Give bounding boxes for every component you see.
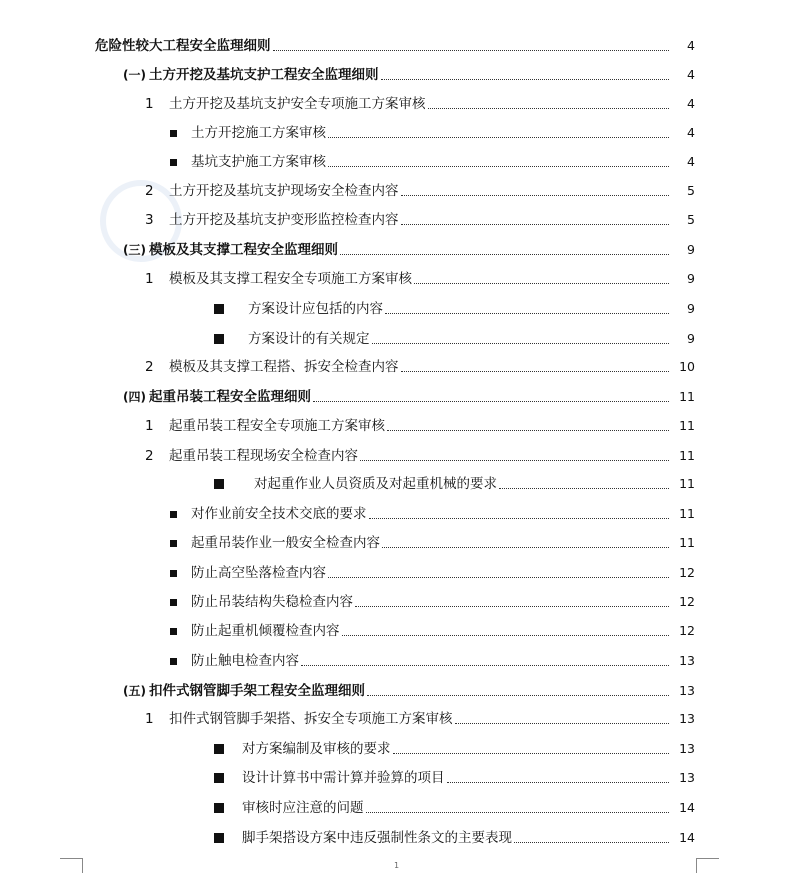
toc-entry-label (145, 270, 412, 288)
square-bullet-icon (170, 658, 177, 665)
toc-entry[interactable] (123, 678, 695, 700)
toc-entry[interactable] (214, 471, 695, 493)
toc-page-number: 4 (687, 154, 695, 169)
toc-dot-leader (355, 605, 669, 607)
toc-entry-text: 对起重作业人员资质及对起重机械的要求 (254, 476, 497, 492)
page-corner-mark-right (696, 858, 719, 873)
toc-entry[interactable] (145, 354, 695, 376)
toc-entry-label (95, 37, 271, 55)
toc-entry-text: 模板及其支撑工程安全监理细则 (149, 242, 338, 258)
toc-entry[interactable] (145, 443, 695, 465)
toc-dot-leader (367, 694, 669, 696)
toc-entry-marker: (五) (123, 684, 146, 698)
toc-page-number: 9 (687, 271, 695, 286)
toc-page-number: 12 (679, 565, 695, 580)
square-bullet-icon (214, 773, 224, 783)
toc-dot-leader (414, 282, 669, 284)
toc-entry-text: 对作业前安全技术交底的要求 (191, 506, 367, 522)
toc-entry[interactable] (170, 501, 695, 523)
toc-entry-label (214, 740, 391, 758)
square-bullet-icon (170, 628, 177, 635)
square-bullet-icon (214, 479, 224, 489)
toc-dot-leader (369, 517, 670, 519)
toc-entry-number: 1 (145, 96, 154, 112)
toc-dot-leader (499, 487, 669, 489)
square-bullet-icon (170, 159, 177, 166)
toc-entry-label (214, 769, 445, 787)
toc-entry-label (145, 417, 385, 435)
toc-dot-leader (393, 752, 670, 754)
toc-entry-label (145, 447, 358, 465)
toc-entry-text: 起重吊装工程安全专项施工方案审核 (169, 418, 385, 434)
square-bullet-icon (170, 511, 177, 518)
toc-page-number: 14 (679, 830, 695, 845)
toc-page-number: 4 (687, 96, 695, 111)
toc-entry[interactable] (170, 149, 695, 171)
toc-entry-label (170, 564, 326, 582)
toc-entry-label (170, 622, 340, 640)
toc-entry-text: 设计计算书中需计算并验算的项目 (242, 770, 445, 786)
toc-entry-label (123, 682, 365, 700)
toc-dot-leader (342, 634, 670, 636)
toc-entry[interactable] (170, 648, 695, 670)
toc-entry[interactable] (214, 326, 695, 348)
toc-entry-text: 方案设计应包括的内容 (248, 301, 383, 317)
toc-entry[interactable] (95, 33, 695, 55)
toc-entry-text: 起重吊装工程安全监理细则 (149, 389, 311, 405)
toc-entry-text: 基坑支护施工方案审核 (191, 154, 326, 170)
toc-dot-leader (401, 223, 670, 225)
toc-entry-number: 1 (145, 271, 154, 287)
toc-entry-marker: (一) (123, 68, 146, 82)
toc-entry-label (145, 95, 426, 113)
toc-entry[interactable] (123, 237, 695, 259)
toc-entry-marker: (四) (123, 390, 146, 404)
toc-entry[interactable] (214, 765, 695, 787)
toc-entry[interactable] (145, 413, 695, 435)
toc-entry-label (214, 799, 364, 817)
toc-page-number: 13 (679, 741, 695, 756)
toc-page-number: 14 (679, 800, 695, 815)
square-bullet-icon (170, 599, 177, 606)
toc-dot-leader (381, 78, 670, 80)
square-bullet-icon (170, 540, 177, 547)
toc-entry-label (170, 534, 380, 552)
toc-page-number: 13 (679, 711, 695, 726)
toc-page-number: 13 (679, 770, 695, 785)
toc-entry-label (145, 182, 399, 200)
toc-entry[interactable] (145, 706, 695, 728)
toc-dot-leader (382, 546, 669, 548)
toc-entry-marker: (三) (123, 243, 146, 257)
toc-entry-text: 脚手架搭设方案中违反强制性条文的主要表现 (242, 830, 512, 846)
toc-entry-label (170, 652, 299, 670)
toc-entry-text: 防止起重机倾覆检查内容 (191, 623, 340, 639)
toc-entry-label (123, 66, 379, 84)
toc-entry-label (214, 300, 383, 318)
toc-entry[interactable] (214, 736, 695, 758)
page-corner-mark-left (60, 858, 83, 873)
toc-entry[interactable] (214, 825, 695, 847)
toc-page-number: 11 (679, 535, 695, 550)
toc-entry[interactable] (170, 120, 695, 142)
footer-page-number: 1 (394, 861, 400, 870)
toc-dot-leader (455, 722, 670, 724)
toc-dot-leader (313, 400, 669, 402)
toc-entry[interactable] (214, 795, 695, 817)
square-bullet-icon (170, 570, 177, 577)
toc-entry[interactable] (170, 618, 695, 640)
toc-entry-text: 模板及其支撑工程安全专项施工方案审核 (169, 271, 412, 287)
toc-entry[interactable] (145, 266, 695, 288)
toc-entry-number: 1 (145, 418, 154, 434)
toc-entry-text: 防止高空坠落检查内容 (191, 565, 326, 581)
toc-dot-leader (328, 136, 669, 138)
toc-entry-text: 模板及其支撑工程搭、拆安全检查内容 (169, 359, 399, 375)
toc-dot-leader (401, 370, 670, 372)
toc-page-number: 11 (679, 389, 695, 404)
square-bullet-icon (170, 130, 177, 137)
toc-page-number: 9 (687, 301, 695, 316)
toc-entry-text: 土方开挖施工方案审核 (191, 125, 326, 141)
toc-entry-text: 防止触电检查内容 (191, 653, 299, 669)
toc-entry-label (214, 330, 370, 348)
toc-dot-leader (447, 781, 670, 783)
toc-page-number: 5 (687, 183, 695, 198)
toc-entry[interactable] (170, 530, 695, 552)
toc-entry-label (170, 153, 326, 171)
toc-dot-leader (273, 49, 670, 51)
toc-entry-label (145, 710, 453, 728)
toc-page-number: 9 (687, 242, 695, 257)
toc-entry-text: 危险性较大工程安全监理细则 (95, 38, 271, 54)
toc-entry-text: 土方开挖及基坑支护变形监控检查内容 (169, 212, 399, 228)
toc-entry[interactable] (123, 62, 695, 84)
toc-dot-leader (514, 841, 669, 843)
toc-entry-label (145, 358, 399, 376)
toc-entry-label (214, 829, 512, 847)
toc-entry-label (145, 211, 399, 229)
toc-entry-text: 对方案编制及审核的要求 (242, 741, 391, 757)
toc-entry-label (123, 388, 311, 406)
toc-page-number: 4 (687, 38, 695, 53)
square-bullet-icon (214, 334, 224, 344)
square-bullet-icon (214, 744, 224, 754)
toc-dot-leader (301, 664, 669, 666)
toc-entry-text: 方案设计的有关规定 (248, 331, 370, 347)
toc-dot-leader (385, 312, 669, 314)
toc-entry-number: 1 (145, 711, 154, 727)
toc-entry[interactable] (123, 384, 695, 406)
toc-page-number: 9 (687, 331, 695, 346)
toc-dot-leader (328, 576, 669, 578)
toc-entry-label (170, 124, 326, 142)
toc-page-number: 4 (687, 67, 695, 82)
toc-entry[interactable] (214, 296, 695, 318)
toc-page-number: 12 (679, 623, 695, 638)
toc-entry[interactable] (170, 560, 695, 582)
square-bullet-icon (214, 833, 224, 843)
toc-page-number: 13 (679, 653, 695, 668)
toc-entry-text: 审核时应注意的问题 (242, 800, 364, 816)
toc-entry-number: 2 (145, 359, 154, 375)
toc-page-number: 11 (679, 506, 695, 521)
toc-entry-text: 起重吊装作业一般安全检查内容 (191, 535, 380, 551)
toc-entry[interactable] (145, 207, 695, 229)
toc-entry-text: 起重吊装工程现场安全检查内容 (169, 448, 358, 464)
toc-page-number: 5 (687, 212, 695, 227)
toc-dot-leader (328, 165, 669, 167)
square-bullet-icon (214, 304, 224, 314)
toc-dot-leader (372, 342, 670, 344)
toc-page-number: 11 (679, 418, 695, 433)
toc-entry-label (170, 505, 367, 523)
toc-entry-text: 防止吊装结构失稳检查内容 (191, 594, 353, 610)
toc-dot-leader (360, 459, 669, 461)
toc-page-number: 4 (687, 125, 695, 140)
toc-dot-leader (401, 194, 670, 196)
toc-entry-text: 土方开挖及基坑支护现场安全检查内容 (169, 183, 399, 199)
toc-entry-text: 土方开挖及基坑支护安全专项施工方案审核 (169, 96, 426, 112)
toc-entry[interactable] (145, 178, 695, 200)
toc-page-number: 10 (679, 359, 695, 374)
toc-entry-number: 2 (145, 183, 154, 199)
toc-entry-label (214, 475, 497, 493)
toc-entry-text: 扣件式钢管脚手架工程安全监理细则 (149, 683, 365, 699)
square-bullet-icon (214, 803, 224, 813)
toc-page-number: 11 (679, 448, 695, 463)
toc-page-number: 11 (679, 476, 695, 491)
toc-dot-leader (340, 253, 669, 255)
toc-entry-number: 3 (145, 212, 154, 228)
toc-dot-leader (366, 811, 670, 813)
toc-entry-label (123, 241, 338, 259)
toc-page-number: 13 (679, 683, 695, 698)
toc-entry-text: 土方开挖及基坑支护工程安全监理细则 (149, 67, 379, 83)
toc-entry[interactable] (145, 91, 695, 113)
toc-entry-number: 2 (145, 448, 154, 464)
toc-dot-leader (387, 429, 669, 431)
toc-page-number: 12 (679, 594, 695, 609)
toc-entry-text: 扣件式钢管脚手架搭、拆安全专项施工方案审核 (169, 711, 453, 727)
toc-entry-label (170, 593, 353, 611)
toc-entry[interactable] (170, 589, 695, 611)
toc-dot-leader (428, 107, 670, 109)
